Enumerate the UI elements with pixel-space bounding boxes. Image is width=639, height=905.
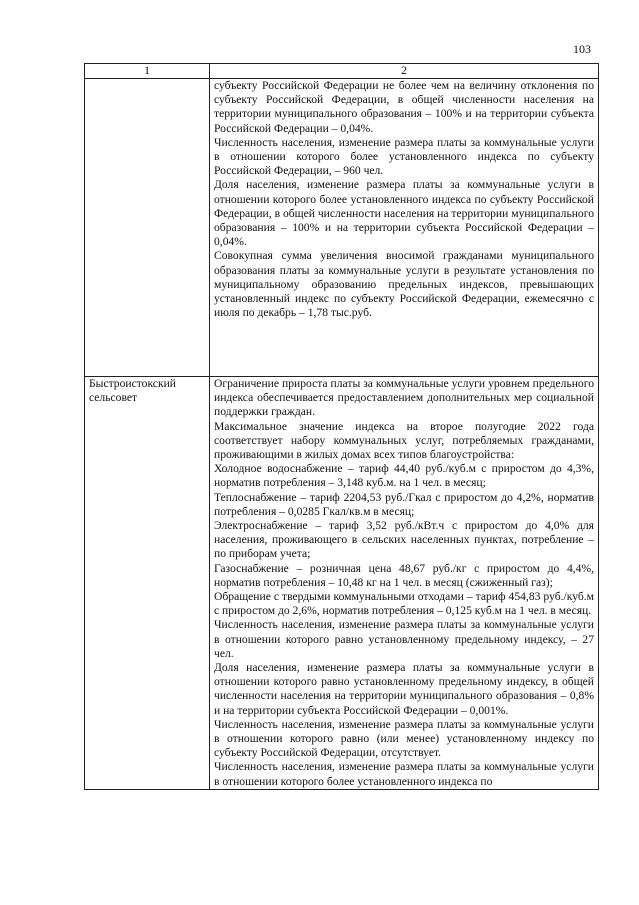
paragraph: Совокупная сумма увеличения вносимой гражданами муниципального образования платы за коммунальные услуги в результате установления по муниципальному образованию предельных индексов, превышающих установленный индекс по субъекту Российской Федерации, ежемесячно с июля по декабрь – 1,78 тыс.руб. [214, 249, 594, 320]
description-cell [210, 377, 599, 790]
paragraph: Численность населения, изменение размера платы за коммунальные услуги в отношении которого равно (или менее) установленному индексу по субъекту Российской Федерации, отсутствует. [214, 717, 594, 760]
paragraph: Газоснабжение – розничная цена 48,67 руб./кг с приростом до 4,4%, норматив потребления – 10,48 кг на 1 чел. в месяц (сжиженный газ); [214, 561, 594, 589]
table-row [85, 79, 599, 377]
region-cell [85, 79, 210, 377]
data-table [84, 63, 599, 790]
column-header-1: 1 [85, 64, 210, 79]
paragraph: Холодное водоснабжение – тариф 44,40 руб./куб.м с приростом до 4,3%, норматив потребления – 3,148 куб.м. на 1 чел. в месяц; [214, 462, 594, 490]
paragraph: Электроснабжение – тариф 3,52 руб./кВт.ч с приростом до 4,0% для населения, проживающего в сельских населенных пунктах, потребление – по приборам учета; [214, 519, 594, 561]
paragraph: Ограничение прироста платы за коммунальные услуги уровнем предельного индекса обеспечивается предоставлением дополнительных мер социальной поддержки граждан. [214, 377, 594, 419]
region-name: Быстроистокский сельсовет [89, 377, 176, 405]
description-cell [210, 79, 599, 377]
table-row [85, 377, 599, 790]
column-header-2: 2 [210, 64, 599, 79]
page-number: 103 [573, 42, 591, 56]
table-header-row [85, 64, 599, 79]
paragraph: Теплоснабжение – тариф 2204,53 руб./Гкал с приростом до 4,2%, норматив потребления – 0,0285 Гкал/кв.м в месяц; [214, 490, 594, 518]
paragraph: Численность населения, изменение размера платы за коммунальные услуги в отношении которого более установленного индекса по [214, 760, 594, 788]
paragraph: Доля населения, изменение размера платы за коммунальные услуги в отношении которого более установленного индекса по субъекту Российской Федерации, в общей численности населения на территории муниципального образования – 100% и на территории субъекта Российской Федерации – 0,04%. [214, 178, 594, 249]
paragraph: Обращение с твердыми коммунальными отходами – тариф 454,83 руб./куб.м с приростом до 2,6%, норматив потребления – 0,125 куб.м на 1 чел. в месяц. [214, 590, 594, 618]
paragraph: Доля населения, изменение размера платы за коммунальные услуги в отношении которого равно установленному предельному индексу, в общей численности населения на территории муниципального образования – 0,8% и на территории субъекта Российской Федерации – 0,001%. [214, 661, 594, 717]
region-cell [85, 377, 210, 790]
paragraph: Максимальное значение индекса на второе полугодие 2022 года соответствует набору коммунальных услуг, потребляемых гражданами, проживающими в жилых домах всех типов благоустройства: [214, 419, 594, 462]
paragraph: субъекту Российской Федерации не более чем на величину отклонения по субъекту Российской Федерации, в общей численности населения на территории муниципального образования – 100% и на территории субъекта Российской Федерации – 0,04%. [214, 79, 594, 135]
paragraph: Численность населения, изменение размера платы за коммунальные услуги в отношении которого более установленного индекса по субъекту Российской Федерации, – 960 чел. [214, 135, 594, 178]
paragraph: Численность населения, изменение размера платы за коммунальные услуги в отношении которого равно установленному предельному индексу, – 27 чел. [214, 618, 594, 660]
